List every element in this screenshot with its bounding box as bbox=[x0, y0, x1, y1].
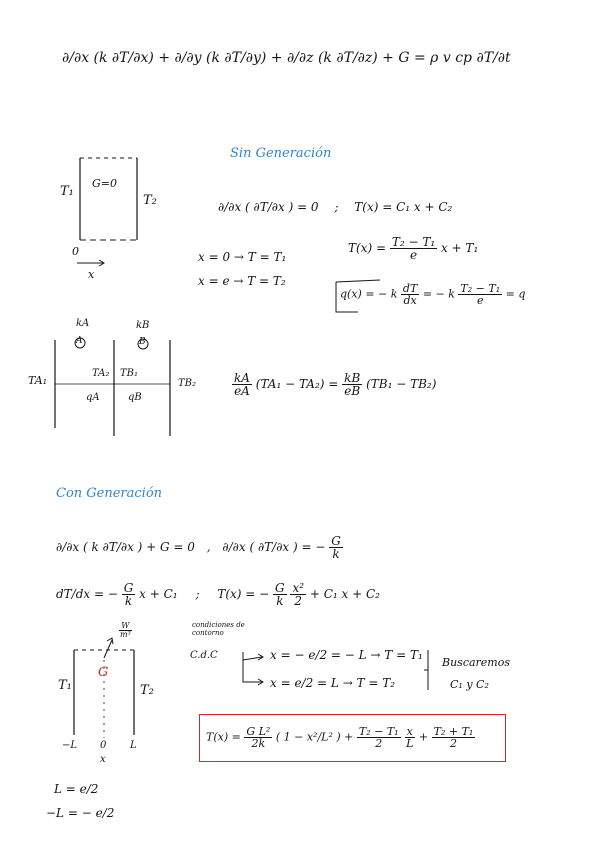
flux-frac bbox=[458, 283, 502, 306]
wall2-T2: T₂ bbox=[140, 683, 154, 698]
sin-gen-sol-left: T(x) = bbox=[348, 241, 387, 255]
con-gen-ode2-num: G bbox=[331, 534, 341, 548]
con-gen-int1-right: x + C₁ bbox=[139, 587, 178, 601]
sin-gen-sol-den: e bbox=[409, 248, 418, 262]
composite-lhs-par: (TA₁ − TA₂) = bbox=[255, 377, 339, 391]
wall2-minusL: −L bbox=[62, 740, 78, 751]
final-den1: 2k bbox=[251, 737, 266, 750]
flux-right: = q bbox=[505, 287, 526, 301]
section-title-sin-generacion: Sin Generación bbox=[230, 146, 332, 161]
flux-mid-den: dx bbox=[403, 294, 417, 307]
con-gen-int1-num: G bbox=[123, 581, 134, 595]
con-gen-bc1: x = − e/2 = − L → T = T₁ bbox=[270, 648, 423, 662]
find-brace bbox=[424, 650, 428, 690]
composite-TB1: TB₁ bbox=[120, 368, 139, 379]
con-gen-ode2-den: k bbox=[332, 547, 340, 561]
composite-kA: kA bbox=[76, 318, 90, 329]
gen-unit bbox=[118, 622, 133, 639]
con-gen-ode2-frac bbox=[329, 535, 343, 560]
wall1-T1: T₁ bbox=[60, 184, 74, 199]
final-den4: 2 bbox=[449, 737, 457, 750]
sin-gen-sol-frac bbox=[390, 236, 437, 261]
sin-gen-solution bbox=[348, 236, 478, 261]
L-definition: L = e/2 bbox=[54, 782, 99, 796]
composite-lhs-frac bbox=[232, 372, 252, 397]
con-gen-int2-frac1 bbox=[273, 582, 287, 607]
con-gen-int1-den: k bbox=[124, 594, 133, 608]
con-gen-int2-right: + C₁ x + C₂ bbox=[309, 587, 380, 601]
gen-unit-frac bbox=[118, 622, 133, 639]
final-frac4 bbox=[432, 726, 476, 749]
con-gen-int2-den1: k bbox=[276, 594, 284, 608]
composite-lhs-den: eA bbox=[234, 384, 250, 398]
gen-unit-num: W bbox=[121, 621, 130, 630]
heat-equation-lhs: ∂/∂x (k ∂T/∂x) + ∂/∂y (k ∂T/∂y) + ∂/∂z (k ∂T/∂z) + G bbox=[62, 50, 410, 66]
sin-gen-bc2: x = e → T = T₂ bbox=[198, 274, 286, 288]
find-label: Buscaremos bbox=[442, 656, 510, 669]
composite-TB2: TB₂ bbox=[178, 378, 197, 389]
composite-B: B bbox=[139, 337, 146, 347]
sin-gen-flux bbox=[340, 283, 525, 306]
sin-gen-general: T(x) = C₁ x + C₂ bbox=[354, 200, 453, 214]
con-gen-sep: ; bbox=[195, 587, 200, 601]
con-gen-int2-left: T(x) = − bbox=[217, 587, 270, 601]
con-gen-ode bbox=[56, 535, 343, 560]
composite-rhs-par: (TB₁ − TB₂) bbox=[366, 377, 437, 391]
flux-mid-num: dT bbox=[402, 282, 418, 295]
bc-label: C.d.C bbox=[190, 650, 218, 661]
composite-lhs-num: kA bbox=[234, 371, 250, 385]
flux-eq: = − k bbox=[422, 287, 455, 301]
wall2-L: L bbox=[130, 740, 137, 751]
flux-mid-frac bbox=[401, 283, 419, 306]
gen-arrow bbox=[104, 640, 112, 658]
final-plus: + bbox=[418, 730, 429, 744]
section-title-con-generacion: Con Generación bbox=[56, 486, 163, 501]
sin-gen-sol-right: x + T₁ bbox=[440, 241, 479, 255]
sin-gen-bc1: x = 0 → T = T₁ bbox=[198, 250, 287, 264]
con-gen-int1-left: dT/dx = − bbox=[56, 587, 118, 601]
minus-L-definition: −L = − e/2 bbox=[46, 806, 115, 820]
wall2-G: G bbox=[98, 665, 109, 680]
final-den3: L bbox=[406, 737, 414, 750]
composite-rhs-frac bbox=[342, 372, 362, 397]
con-gen-ode2-left: ∂/∂x ( ∂T/∂x ) = − bbox=[222, 540, 326, 554]
con-gen-integrals bbox=[56, 582, 380, 607]
composite-qB: qB bbox=[128, 392, 142, 403]
composite-TA2: TA₂ bbox=[92, 368, 110, 379]
composite-rhs-den: eB bbox=[344, 384, 361, 398]
wall2-T1: T₁ bbox=[58, 678, 72, 693]
con-gen-int2-num1: G bbox=[275, 581, 285, 595]
final-result bbox=[206, 726, 475, 749]
final-par: ( 1 − x²/L² ) + bbox=[275, 730, 354, 744]
final-den2: 2 bbox=[375, 737, 383, 750]
final-num4: T₂ + T₁ bbox=[433, 725, 474, 738]
con-gen-int2-den2: 2 bbox=[294, 594, 303, 608]
heat-equation-rhs: = ρ v cp ∂T/∂t bbox=[414, 50, 511, 66]
sin-gen-sol-num: T₂ − T₁ bbox=[391, 235, 436, 249]
con-gen-bc2: x = e/2 = L → T = T₂ bbox=[270, 676, 396, 690]
composite-TA1: TA₁ bbox=[28, 374, 48, 387]
wall2-x: x bbox=[100, 754, 106, 765]
composite-A: A bbox=[76, 336, 83, 346]
con-gen-ode1: ∂/∂x ( k ∂T/∂x ) + G = 0 bbox=[56, 540, 195, 554]
sin-gen-ode bbox=[218, 200, 452, 214]
bc-bracket bbox=[243, 652, 262, 682]
wall1-T2: T₂ bbox=[143, 193, 157, 208]
con-gen-int2-frac2 bbox=[290, 582, 306, 607]
composite-rhs-num: kB bbox=[344, 371, 361, 385]
final-num3: x bbox=[406, 725, 413, 738]
con-gen-int1-frac bbox=[122, 582, 136, 607]
wall1-G: G=0 bbox=[92, 177, 118, 190]
bc-note: condiciones de contorno bbox=[192, 621, 245, 637]
wall1-x: x bbox=[88, 268, 95, 281]
sin-gen-sep: ; bbox=[334, 200, 339, 214]
con-gen-comma: , bbox=[206, 540, 211, 554]
final-frac2 bbox=[357, 726, 401, 749]
wall2-zero: 0 bbox=[100, 740, 107, 751]
composite-qA: qA bbox=[86, 392, 100, 403]
sin-gen-ode-text: ∂/∂x ( ∂T/∂x ) = 0 bbox=[218, 200, 319, 214]
wall1-origin: 0 bbox=[72, 245, 79, 258]
flux-left: q(x) = − k bbox=[340, 287, 398, 301]
final-num2: T₂ − T₁ bbox=[358, 725, 399, 738]
final-left: T(x) = bbox=[206, 730, 241, 744]
final-frac1 bbox=[244, 726, 272, 749]
final-num1: G L² bbox=[246, 725, 271, 738]
find-constants: C₁ y C₂ bbox=[450, 678, 489, 691]
gen-unit-den: m³ bbox=[120, 630, 131, 639]
final-frac3 bbox=[404, 726, 415, 749]
flux-num: T₂ − T₁ bbox=[460, 282, 501, 295]
composite-kB: kB bbox=[136, 320, 150, 331]
con-gen-int2-num2: x² bbox=[292, 581, 305, 595]
flux-den: e bbox=[477, 294, 484, 307]
composite-equation bbox=[232, 372, 436, 397]
